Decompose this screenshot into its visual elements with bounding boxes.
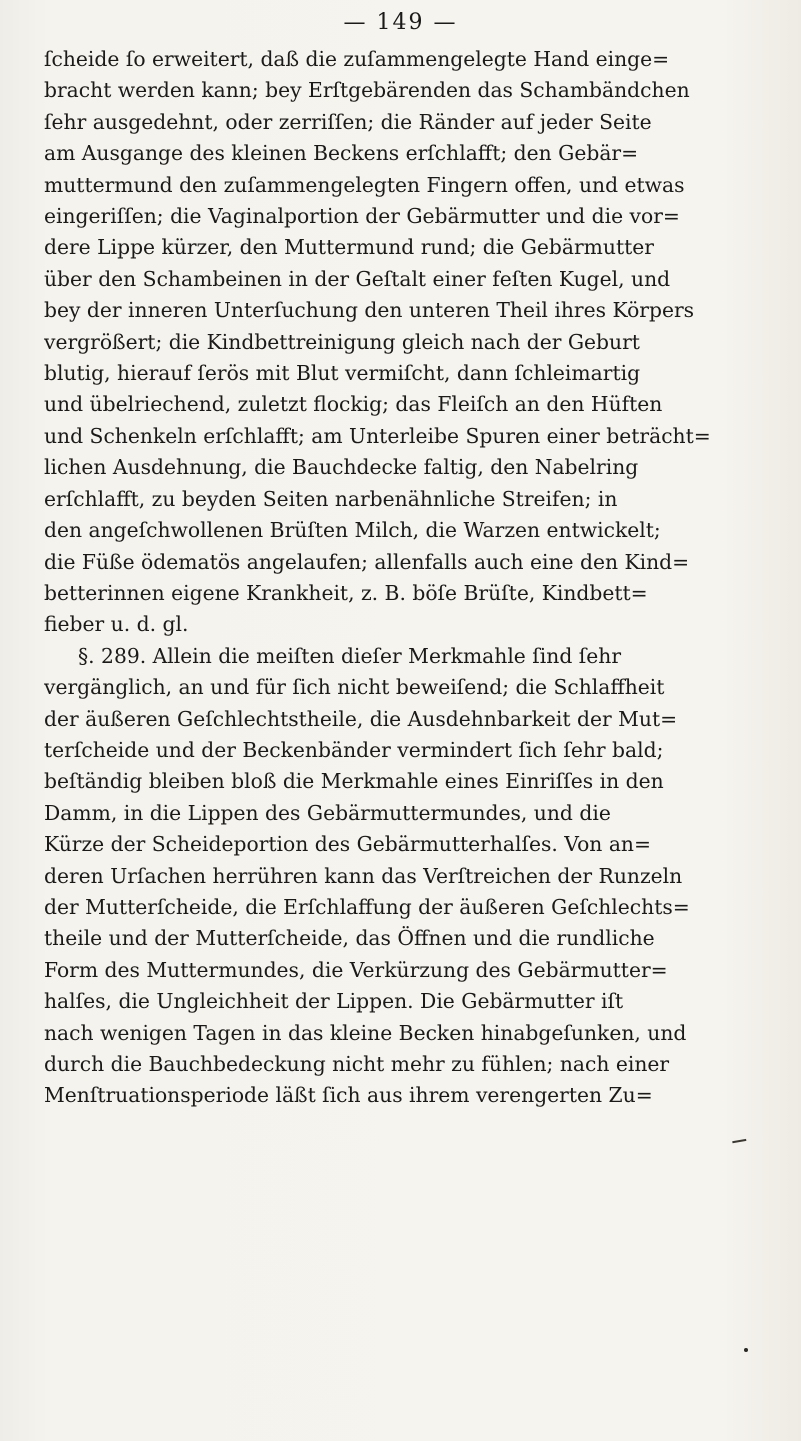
text-line: deren Urſachen herrühren kann das Verſtreichen der Runzeln	[44, 863, 683, 888]
text-line: terſcheide und der Beckenbänder vermindert ſich ſehr bald;	[44, 737, 664, 762]
text-line: der äußeren Geſchlechtstheile, die Ausdehnbarkeit der Mut=	[44, 706, 678, 731]
text-line: Form des Muttermundes, die Verkürzung des Gebärmutter=	[44, 957, 668, 982]
text-line: Menſtruationsperiode läßt ſich aus ihrem verengerten Zu=	[44, 1083, 653, 1108]
text-line: vergrößert; die Kindbettreinigung gleich nach der Geburt	[44, 329, 640, 354]
ink-mark	[732, 1139, 748, 1151]
text-line: Kürze der Scheideportion des Gebärmutterhalſes. Von an=	[44, 832, 651, 857]
ink-speck	[744, 1348, 748, 1352]
text-line: durch die Bauchbedeckung nicht mehr zu fühlen; nach einer	[44, 1052, 670, 1076]
text-line: theile und der Mutterſcheide, das Öffnen und die rundliche	[44, 926, 655, 951]
text-line: blutig, hierauf ſerös mit Blut vermiſcht, dann ſchleimartig	[44, 361, 641, 386]
page-body-text	[44, 44, 780, 1112]
page-number-header: — 149 —	[343, 10, 458, 35]
text-line: lichen Ausdehnung, die Bauchdecke faltig, den Nabelring	[44, 455, 639, 480]
text-line: muttermund den zuſammengelegten Fingern offen, und etwas	[44, 172, 685, 197]
text-line: den angeſchwollenen Brüſten Milch, die Warzen entwickelt;	[44, 518, 661, 543]
text-line: und übelriechend, zuletzt flockig; das Fleiſch an den Hüften	[44, 392, 663, 417]
text-line: halſes, die Ungleichheit der Lippen. Die Gebärmutter iſt	[44, 989, 624, 1014]
section-289-start: §. 289. Allein die meiſten dieſer Merkmahle ſind ſehr	[78, 643, 622, 668]
text-line: erſchlafft, zu beyden Seiten narbenähnliche Streifen; in	[44, 486, 618, 511]
text-line: ſehr ausgedehnt, oder zerriſſen; die Ränder auf jeder Seite	[44, 109, 652, 134]
text-line: vergänglich, an und für ſich nicht beweiſend; die Schlaffheit	[44, 675, 665, 700]
text-line: die Füße ödematös angelaufen; allenfalls auch eine den Kind=	[44, 549, 690, 574]
text-line: eingeriſſen; die Vaginalportion der Gebärmutter und die vor=	[44, 204, 680, 229]
text-line: über den Schambeinen in der Geſtalt einer feſten Kugel, und	[44, 266, 671, 291]
text-line: dere Lippe kürzer, den Muttermund rund; die Gebärmutter	[44, 235, 654, 260]
text-line: bracht werden kann; bey Erſtgebärenden das Schambändchen	[44, 78, 690, 103]
text-line: am Ausgange des kleinen Beckens erſchlafft; den Gebär=	[44, 141, 639, 166]
text-line: fieber u. d. gl.	[44, 612, 189, 637]
text-line: nach wenigen Tagen in das kleine Becken hinabgeſunken, und	[44, 1020, 687, 1045]
text-line: Damm, in die Lippen des Gebärmuttermundes, und die	[44, 800, 611, 825]
text-line: betterinnen eigene Krankheit, z. B. böſe Brüſte, Kindbett=	[44, 580, 648, 605]
text-line: beſtändig bleiben bloß die Merkmahle eines Einriſſes in den	[44, 769, 664, 794]
text-line: bey der inneren Unterſuchung den unteren Theil ihres Körpers	[44, 298, 695, 323]
text-line: und Schenkeln erſchlafft; am Unterleibe Spuren einer beträcht=	[44, 423, 711, 448]
text-line: der Mutterſcheide, die Erſchlaffung der äußeren Geſchlechts=	[44, 894, 690, 919]
text-line: ſcheide ſo erweitert, daß die zuſammengelegte Hand einge=	[44, 47, 670, 71]
